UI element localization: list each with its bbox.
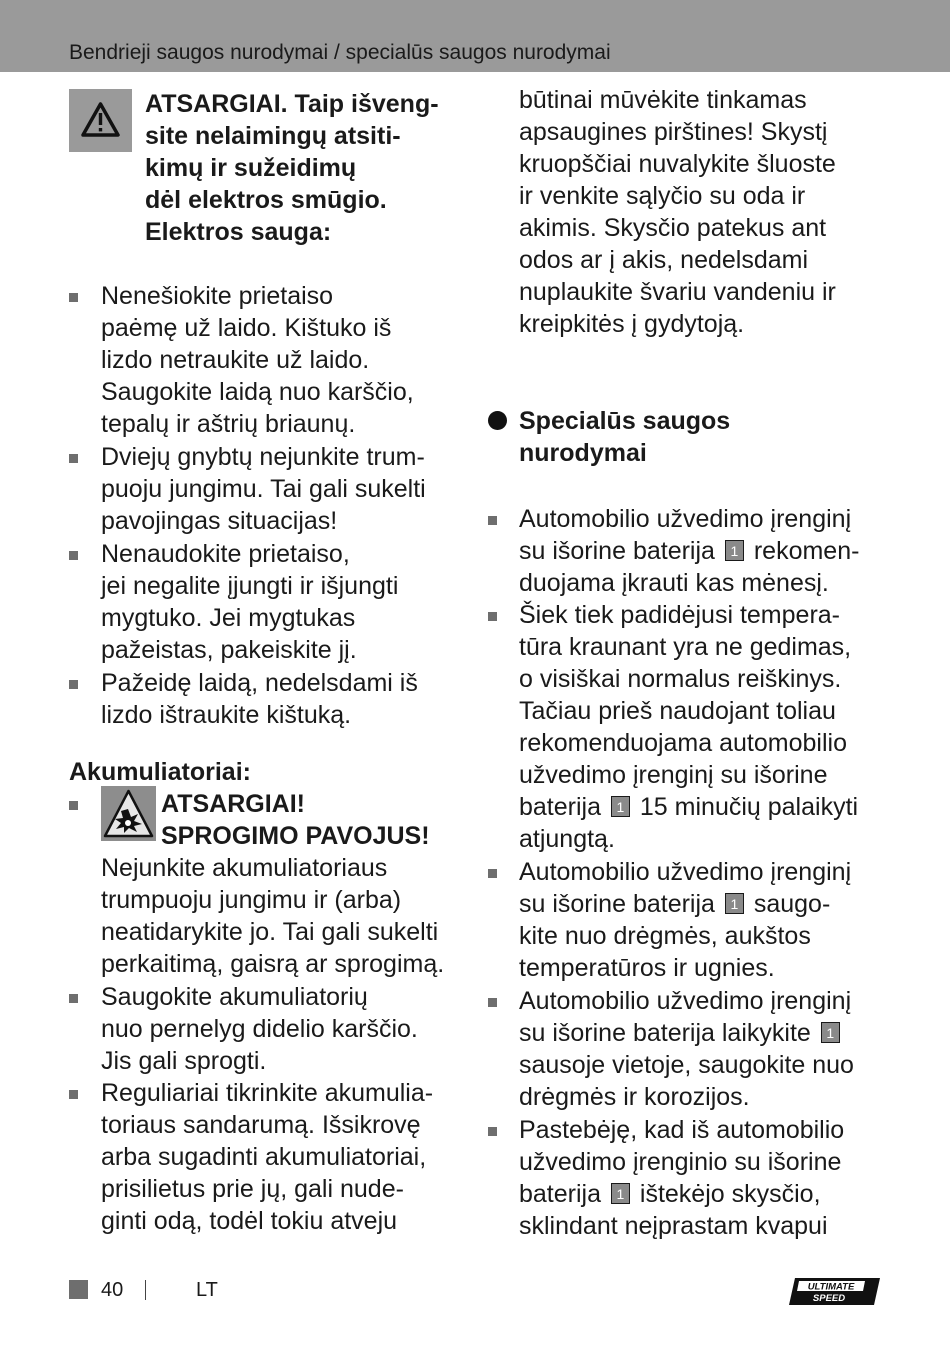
bullet-square bbox=[69, 293, 78, 302]
list-item-line: atjungtą. bbox=[519, 825, 615, 853]
section-heading: nurodymai bbox=[519, 439, 647, 467]
bullet-square bbox=[69, 454, 78, 463]
list-item-line: toriaus sandarumą. Išsikrovę bbox=[101, 1111, 421, 1139]
list-item-line: Dviejų gnybtų nejunkite trum- bbox=[101, 443, 425, 471]
list-item-line: paėmę už laido. Kištuko iš bbox=[101, 314, 392, 342]
bullet-square bbox=[69, 1090, 78, 1099]
bullet-square bbox=[488, 869, 497, 878]
paragraph-line: ir venkite sąlyčio su oda ir bbox=[519, 182, 806, 210]
list-item-line: perkaitimą, gaisrą ar sprogimą. bbox=[101, 950, 445, 978]
list-item-line: nuo pernelyg didelio karščio. bbox=[101, 1015, 418, 1043]
list-item-line: Saugokite laidą nuo karščio, bbox=[101, 378, 414, 406]
list-item-line: o visiškai normalus reiškinys. bbox=[519, 665, 842, 693]
bullet-square bbox=[488, 516, 497, 525]
footer-divider bbox=[145, 1280, 146, 1300]
svg-text:SPEED: SPEED bbox=[812, 1293, 846, 1304]
list-item-line: arba sugadinti akumuliatoriai, bbox=[101, 1143, 427, 1171]
list-item-line: tepalų ir aštrių briaunų. bbox=[101, 410, 356, 438]
list-item-line: Automobilio užvedimo įrenginį bbox=[519, 505, 852, 533]
list-item-line: rekomenduojama automobilio bbox=[519, 729, 847, 757]
bullet-square bbox=[488, 1127, 497, 1136]
bullet-square bbox=[69, 801, 78, 810]
page-header-title: Bendrieji saugos nurodymai / specialūs saugos nurodymai bbox=[69, 41, 611, 64]
paragraph-line: nuplaukite švariu vandeniu ir bbox=[519, 278, 836, 306]
list-item-line: puoju jungimu. Tai gali sukelti bbox=[101, 475, 426, 503]
list-item-line: drėgmės ir korozijos. bbox=[519, 1083, 750, 1111]
list-item-line: užvedimo įrenginį su išorine bbox=[519, 761, 828, 789]
list-item-line: Pažeidę laidą, nedelsdami iš bbox=[101, 669, 418, 697]
list-item-line: Nenaudokite prietaiso, bbox=[101, 540, 350, 568]
paragraph-line: odos ar į akis, nedelsdami bbox=[519, 246, 809, 274]
list-item-line: trumpuoju jungimu ir (arba) bbox=[101, 886, 402, 914]
explosion-heading-line: ATSARGIAI! bbox=[161, 790, 305, 818]
paragraph-line: apsaugines pirštines! Skystį bbox=[519, 118, 828, 146]
section-heading: Akumuliatoriai: bbox=[69, 758, 251, 786]
list-item-line: tūra kraunant yra ne gedimas, bbox=[519, 633, 852, 661]
brand-logo bbox=[789, 1278, 880, 1305]
list-item-line: mygtuko. Jei mygtukas bbox=[101, 604, 356, 632]
list-item-line: Automobilio užvedimo įrenginį bbox=[519, 858, 852, 886]
list-item-line: lizdo netraukite už laido. bbox=[101, 346, 370, 374]
reference-number-1: 1 bbox=[611, 796, 630, 817]
list-item-line: Nenešiokite prietaiso bbox=[101, 282, 334, 310]
list-item-line: prisilietus prie jų, gali nude- bbox=[101, 1175, 404, 1203]
paragraph-line: kruopščiai nuvalykite šluoste bbox=[519, 150, 836, 178]
bullet-square bbox=[69, 551, 78, 560]
reference-number-1: 1 bbox=[611, 1183, 630, 1204]
explosion-heading-line: SPROGIMO PAVOJUS! bbox=[161, 822, 430, 850]
section-bullet-dot bbox=[488, 411, 507, 430]
list-item-line: neatidarykite jo. Tai gali sukelti bbox=[101, 918, 439, 946]
bullet-square bbox=[488, 612, 497, 621]
section-heading: Specialūs saugos bbox=[519, 407, 731, 435]
list-item-line: su išorine baterija 1 saugo- bbox=[519, 890, 831, 918]
list-item-line: Šiek tiek padidėjusi tempera- bbox=[519, 601, 840, 629]
paragraph-line: kreipkitės į gydytoją. bbox=[519, 310, 745, 338]
list-item-line: sausoje vietoje, saugokite nuo bbox=[519, 1051, 854, 1079]
reference-number-1: 1 bbox=[725, 540, 744, 561]
language-code: LT bbox=[196, 1279, 218, 1301]
list-item-line: baterija 1 15 minučių palaikyti bbox=[519, 793, 859, 821]
warning-heading-line: kimų ir sužeidimų bbox=[145, 154, 357, 182]
svg-text:ULTIMATE: ULTIMATE bbox=[807, 1281, 855, 1293]
bullet-square bbox=[488, 998, 497, 1007]
list-item-line: ginti odą, todėl tokiu atveju bbox=[101, 1207, 398, 1235]
list-item-line: su išorine baterija 1 rekomen- bbox=[519, 537, 860, 565]
reference-number-1: 1 bbox=[821, 1022, 840, 1043]
list-item-line: pažeistas, pakeiskite jį. bbox=[101, 636, 357, 664]
list-item-line: Nejunkite akumuliatoriaus bbox=[101, 854, 388, 882]
bullet-square bbox=[69, 680, 78, 689]
explosion-warning-icon bbox=[101, 786, 156, 841]
warning-heading-line: site nelaimingų atsiti- bbox=[145, 122, 401, 150]
list-item-line: duojama įkrauti kas mėnesį. bbox=[519, 569, 829, 597]
list-item-line: lizdo ištraukite kištuką. bbox=[101, 701, 352, 729]
list-item-line: Reguliariai tikrinkite akumulia- bbox=[101, 1079, 434, 1107]
paragraph-line: akimis. Skysčio patekus ant bbox=[519, 214, 827, 242]
list-item-line: kite nuo drėgmės, aukštos bbox=[519, 922, 811, 950]
bullet-square bbox=[69, 994, 78, 1003]
warning-heading-line: Elektros sauga: bbox=[145, 218, 332, 246]
footer-square-marker bbox=[69, 1280, 88, 1299]
list-item-line: Pastebėję, kad iš automobilio bbox=[519, 1116, 845, 1144]
list-item-line: Tačiau prieš naudojant toliau bbox=[519, 697, 836, 725]
reference-number-1: 1 bbox=[725, 893, 744, 914]
list-item-line: su išorine baterija laikykite 1 bbox=[519, 1017, 843, 1049]
list-item-line: temperatūros ir ugnies. bbox=[519, 954, 775, 982]
list-item-line: sklindant neįprastam kvapui bbox=[519, 1212, 828, 1240]
warning-heading-line: dėl elektros smūgio. bbox=[145, 186, 387, 214]
warning-icon bbox=[69, 89, 132, 152]
list-item-line: Saugokite akumuliatorių bbox=[101, 983, 368, 1011]
list-item-line: užvedimo įrenginio su išorine bbox=[519, 1148, 842, 1176]
list-item-line: baterija 1 ištekėjo skysčio, bbox=[519, 1180, 821, 1208]
page-number: 40 bbox=[101, 1279, 124, 1301]
warning-heading-line: ATSARGIAI. Taip išveng- bbox=[145, 90, 439, 118]
list-item-line: Automobilio užvedimo įrenginį bbox=[519, 987, 852, 1015]
list-item-line: Jis gali sprogti. bbox=[101, 1047, 267, 1075]
paragraph-line: būtinai mūvėkite tinkamas bbox=[519, 86, 807, 114]
list-item-line: jei negalite įjungti ir išjungti bbox=[101, 572, 399, 600]
list-item-line: pavojingas situacijas! bbox=[101, 507, 338, 535]
